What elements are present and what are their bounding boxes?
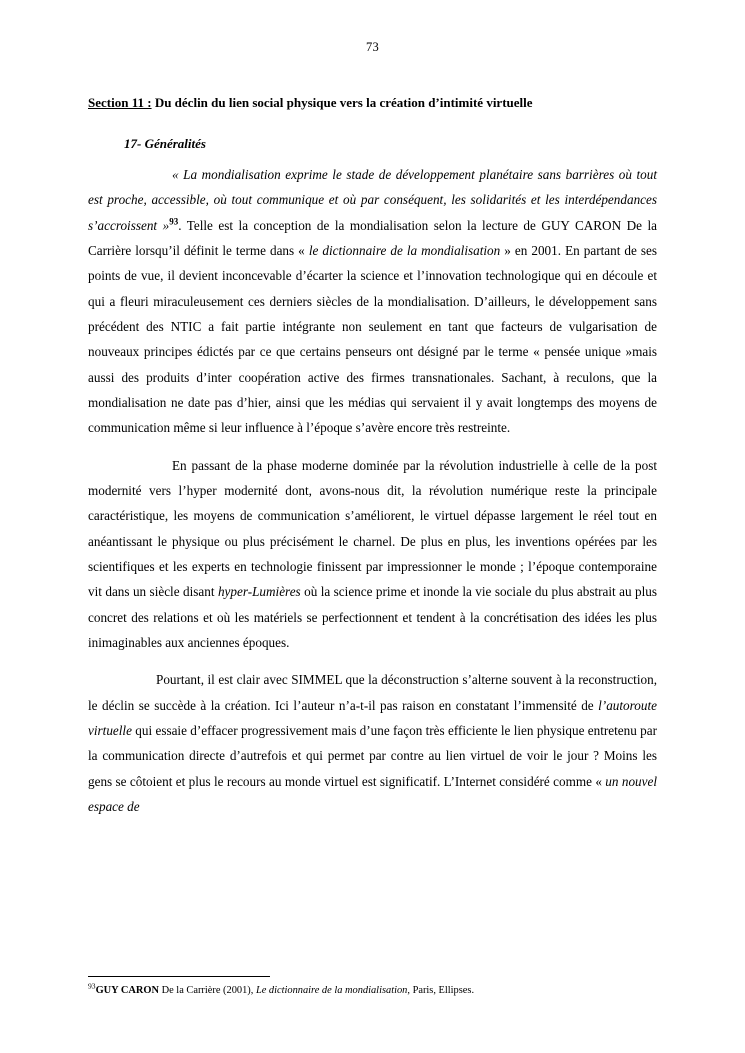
paragraph-3-emphasis-2: un nouvel espace de: [88, 773, 657, 815]
section-heading-label: Section 11 :: [88, 95, 152, 110]
footnote-separator-rule: [88, 976, 270, 977]
paragraph-1-quote: « La mondialisation exprime le stade de développement planétaire sans barrières où tout est proche, accessible, où tout communique et où par conséquent, les solidarités et les interdépendances s’accroissent »: [88, 166, 657, 233]
paragraph-3-mid: qui essaie d’effacer progressivement mais d’une façon très efficiente le lien physique entretenu par la communication directe d’autrefois et qui permet par contre au lien virtuel de voir le jour ? Moins les gens se côtoient et plus le recours au monde virtuel est significatif. L’Internet considéré comme «: [88, 723, 657, 789]
section-heading: [88, 95, 657, 112]
paragraph-3: [88, 667, 657, 819]
section-heading-title: Du déclin du lien social physique vers la création d’intimité virtuelle: [154, 95, 533, 110]
paragraph-1: [88, 162, 657, 441]
paragraph-3-head: Pourtant, il est clair avec SIMMEL que la déconstruction s’alterne souvent à la reconstruction, le déclin se succède à la création. Ici l’auteur n’a-t-il pas raison en constatant l’immensité de: [88, 672, 657, 713]
paragraph-1-book-title: le dictionnaire de la mondialisation: [308, 242, 501, 258]
footnote-author: GUY CARON: [95, 984, 159, 996]
footnote-mid: De la Carrière (2001),: [159, 984, 256, 996]
paragraph-1-after-quote: . Telle est la conception de la mondialisation selon la lecture de GUY CARON De la Carrière lorsqu’il définit le terme dans «: [88, 217, 657, 258]
paragraph-2-emphasis: hyper-Lumières: [217, 584, 301, 600]
footnote-work-title: Le dictionnaire de la mondialisation: [255, 984, 408, 996]
footnote-tail: , Paris, Ellipses.: [407, 984, 475, 996]
footnote-reference-93: 93: [169, 216, 179, 227]
paragraph-2-head: En passant de la phase moderne dominée par la révolution industrielle à celle de la post modernité vers l’hyper modernité dont, avons-nous dit, la révolution numérique reste la principale caractéristique, les moyens de communication s’améliorent, le virtuel dépasse largement le réel tout en anéantissant le physique ou plus précisément le charnel. De plus en plus, les inventions opérées par les scientifiques et les experts en technologie finissent par impressionner le monde ; l’époque contemporaine vit dans un siècle disant: [88, 457, 657, 600]
paragraph-1-tail: » en 2001. En partant de ses points de vue, il devient inconcevable d’écarter la science et l’innovation technologique qui en découle et qui a fleuri miraculeusement ces derniers siècles de la mondialisation. D’ailleurs, le développement sans précédent des NTIC a fait partie intégrante non seulement en tant que facteurs de vulgarisation de nouveaux principes édictés par ce que certains penseurs ont désigné par le terme « pensée unique »mais aussi des produits d’inter coopération active des firmes transnationales. Sachant, à reculons, que la mondialisation ne date pas d’hier, ainsi que les médias qui servaient il y avait longtemps des moyens de communication même si leur influence à l’époque s’avère encore très restreinte.: [88, 242, 657, 436]
paragraph-3-emphasis-1: l’autoroute virtuelle: [88, 697, 657, 739]
paragraph-2: [88, 453, 657, 656]
footnote-number: 93: [88, 981, 96, 991]
footnote-area: [88, 976, 657, 998]
paragraph-2-tail: où la science prime et inonde la vie sociale du plus abstrait au plus concret des relations et où les matériels se perfectionnent et tendent à la concrétisation des idées les plus inimaginables aux anciennes époques.: [88, 584, 657, 651]
subsection-heading: 17- Généralités: [124, 135, 206, 151]
footnote-93: [88, 983, 657, 998]
page-number: 73: [366, 40, 379, 54]
